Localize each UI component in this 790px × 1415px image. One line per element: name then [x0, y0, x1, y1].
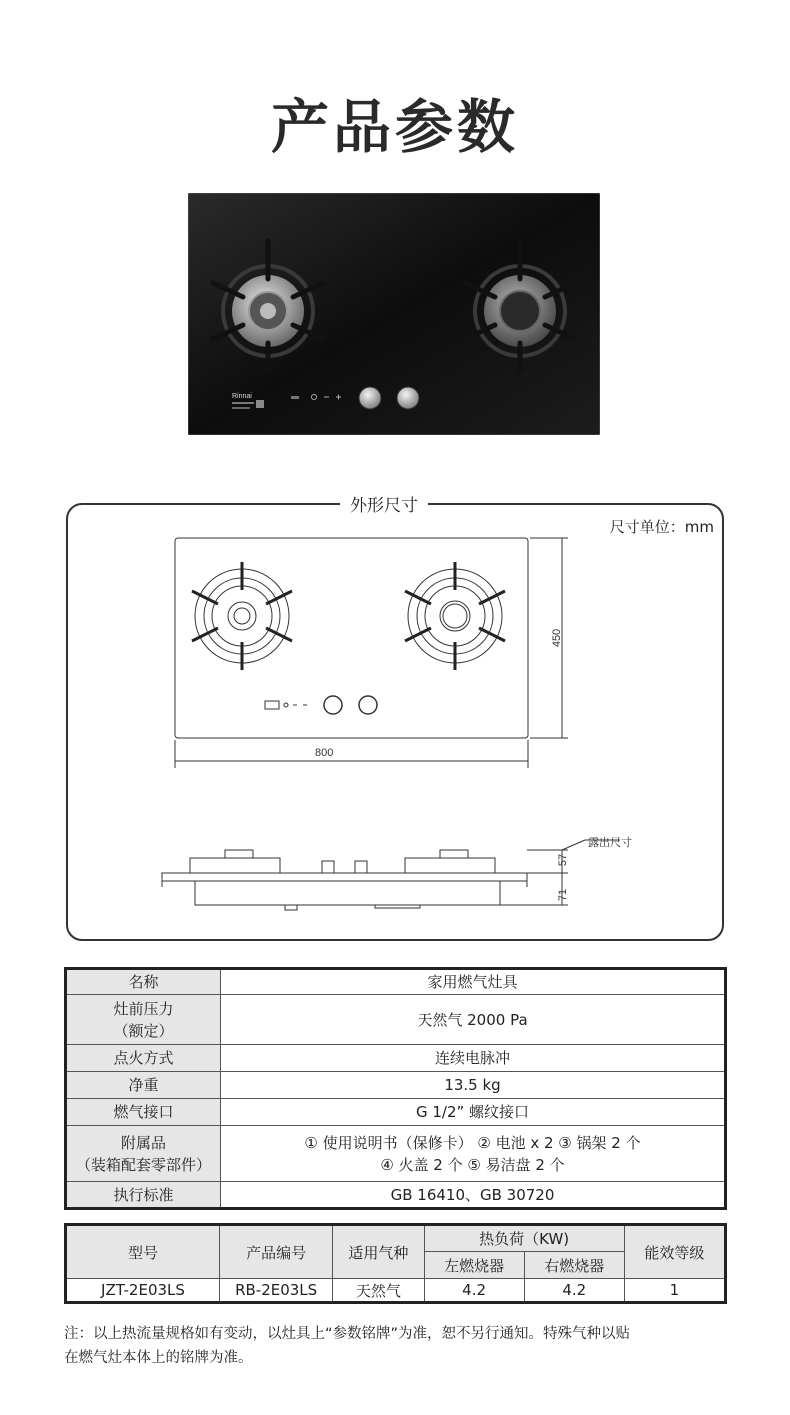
technical-drawing [150, 528, 620, 928]
product-photo [188, 193, 600, 435]
cell-left-burner: 4.2 [424, 1279, 524, 1303]
spec-label-line: （装箱配套零部件） [75, 1155, 211, 1174]
spec-label: 净重 [66, 1072, 221, 1099]
header-efficiency: 能效等级 [624, 1225, 725, 1279]
right-knob-photo [397, 387, 419, 409]
spec-label-line: 灶前压力 [113, 999, 174, 1018]
header-gas: 适用气种 [333, 1225, 424, 1279]
brand-logo: Rinnai [232, 393, 252, 400]
table-row [66, 1045, 726, 1072]
cell-code: RB-2E03LS [219, 1279, 332, 1303]
left-burner-drawing [192, 562, 292, 670]
table-row [66, 1072, 726, 1099]
spec-label: 点火方式 [66, 1045, 221, 1072]
header-right-burner: 右燃烧器 [524, 1252, 624, 1279]
spec-label [66, 1126, 221, 1182]
spec-label-line: （额定） [113, 1021, 174, 1040]
right-burner-drawing [405, 562, 505, 670]
dimension-unit-label: 尺寸单位：mm [609, 518, 714, 536]
footnote-line: 在燃气灶本体上的铭牌为准。 [64, 1350, 253, 1366]
spec-value-line: ① 使用说明书（保修卡） ② 电池 x 2 ③ 锅架 2 个 [304, 1133, 641, 1152]
page-title: 产品参数 [270, 93, 519, 161]
spec-value: 13.5 kg [221, 1072, 726, 1099]
spec-label-line: 附属品 [120, 1133, 166, 1152]
spec-label: 燃气接口 [66, 1099, 221, 1126]
spec-value: 连续电脉冲 [221, 1045, 726, 1072]
header-code: 产品编号 [219, 1225, 332, 1279]
table-row [66, 1126, 726, 1182]
spec-value: 天然气 2000 Pa [221, 995, 726, 1045]
cell-gas: 天然气 [333, 1279, 424, 1303]
exposed-size-label: 露出尺寸 [588, 837, 632, 849]
table-row [66, 969, 726, 995]
spec-value-line: ④ 火盖 2 个 ⑤ 易洁盘 2 个 [380, 1155, 565, 1174]
right-knob-drawing [359, 696, 377, 714]
spec-label: 执行标准 [66, 1182, 221, 1209]
spec-label: 名称 [66, 969, 221, 995]
left-knob-drawing [324, 696, 342, 714]
footnote-line: 注：以上热流量规格如有变动，以灶具上“参数铭牌”为准，恕不另行通知。特殊气种以贴 [64, 1326, 631, 1342]
side-view-drawing [162, 850, 527, 910]
table-row [66, 1099, 726, 1126]
spec-label [66, 995, 221, 1045]
cell-efficiency: 1 [624, 1279, 725, 1303]
spec-value [221, 1126, 726, 1182]
embedded-height-label: 71 [557, 888, 570, 902]
table-row [66, 1279, 726, 1303]
model-table [64, 1223, 727, 1304]
spec-table [64, 967, 727, 1210]
depth-dimension-label: 450 [551, 628, 564, 648]
spec-value: GB 16410、GB 30720 [221, 1182, 726, 1209]
table-row [66, 1182, 726, 1209]
spec-value: 家用燃气灶具 [221, 969, 726, 995]
width-dimension-label: 800 [315, 747, 334, 759]
cell-model: JZT-2E03LS [66, 1279, 220, 1303]
dimension-section-title: 外形尺寸 [340, 491, 428, 516]
left-knob-photo [359, 387, 381, 409]
header-heat-load: 热负荷（KW) [424, 1225, 624, 1252]
spec-value: G 1/2” 螺纹接口 [221, 1099, 726, 1126]
cell-right-burner: 4.2 [524, 1279, 624, 1303]
exposed-height-label: 57 [557, 853, 570, 867]
header-model: 型号 [66, 1225, 220, 1279]
table-row [66, 995, 726, 1045]
footnote [64, 1322, 744, 1370]
header-left-burner: 左燃烧器 [424, 1252, 524, 1279]
table-header-row [66, 1225, 726, 1252]
